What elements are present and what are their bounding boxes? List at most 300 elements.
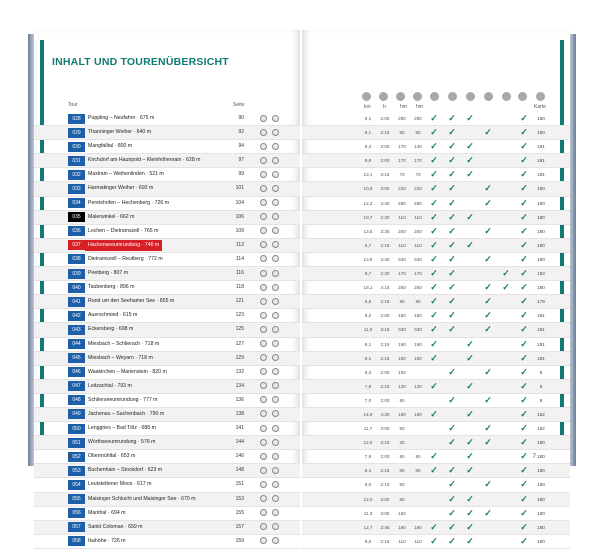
ascent-value: 50 (399, 496, 405, 502)
map-number: 181 (537, 144, 545, 150)
check-icon: ✓ (448, 169, 456, 180)
route-type-icon (272, 326, 279, 333)
right-page (302, 30, 570, 546)
table-row (302, 197, 570, 211)
tour-number: 043 (68, 325, 85, 335)
check-icon: ✓ (448, 113, 456, 123)
check-icon: ✓ (430, 141, 438, 152)
check-icon: ✓ (484, 310, 492, 321)
ascent-value: 150 (398, 510, 406, 516)
table-row (302, 521, 570, 535)
table-row (302, 493, 570, 507)
page-ref: 99 (238, 171, 244, 178)
map-number: 8 (539, 369, 543, 375)
hours-value: 3:30 (380, 256, 390, 262)
check-icon: ✓ (484, 127, 492, 138)
check-icon: ✓ (448, 394, 456, 405)
ascent-value: 170 (398, 144, 406, 150)
check-icon: ✓ (466, 437, 474, 448)
route-type-icon (272, 185, 279, 192)
header-hm2: hm (416, 104, 423, 110)
header-hm: hm (400, 104, 407, 110)
table-row (34, 309, 300, 323)
tour-number: 056 (68, 508, 85, 518)
table-row (302, 168, 570, 182)
ascent-value: 70 (399, 172, 405, 178)
descent-value: 140 (414, 144, 422, 150)
check-icon: ✓ (466, 155, 474, 166)
map-number: 181 (537, 355, 545, 361)
table-row (302, 267, 570, 281)
difficulty-icon (260, 129, 267, 136)
snow-icon (484, 92, 493, 101)
hours-value: 3:00 (380, 186, 390, 192)
tour-name[interactable]: Schlierseeumrundung · 777 m (88, 396, 158, 403)
page-ref: 148 (235, 467, 244, 474)
train-icon (413, 92, 422, 101)
check-icon: ✓ (430, 310, 438, 321)
descent-value: 340 (414, 256, 422, 262)
page-ref: 132 (235, 368, 244, 375)
tour-name[interactable]: Miesbach – Weyarn · 718 m (88, 354, 153, 361)
tour-number: 051 (68, 438, 85, 448)
ascent-value: 150 (398, 369, 406, 375)
check-icon: ✓ (520, 479, 528, 490)
difficulty-icon (260, 326, 267, 333)
route-type-icon (272, 453, 279, 460)
tour-name[interactable]: Waakirchen – Marienstein · 820 m (88, 368, 167, 375)
descent-value: 180 (414, 524, 422, 530)
table-row (302, 436, 570, 450)
ascent-value: 90 (399, 454, 405, 460)
tour-number: 057 (68, 522, 85, 532)
check-icon: ✓ (466, 352, 474, 363)
hours-value: 2:30 (380, 271, 390, 277)
descent-value: 60 (415, 468, 421, 474)
tour-name[interactable]: Dietramszell – Reutberg · 772 m (88, 255, 163, 262)
page-ref: 112 (236, 241, 244, 248)
tour-name[interactable]: Peretshofen – Hechenberg · 726 m (88, 199, 170, 206)
header-seite: Seite (233, 102, 245, 108)
descent-value: 110 (414, 214, 422, 220)
page-ref: 101 (235, 185, 244, 192)
tour-name[interactable]: Leutstettener Moos · 617 m (88, 481, 152, 488)
descent-value: 110 (414, 538, 422, 544)
map-number: 180 (537, 440, 545, 446)
route-type-icon (272, 312, 279, 319)
route-type-icon (272, 171, 279, 178)
map-number: 180 (537, 228, 545, 234)
table-row (34, 323, 300, 337)
check-icon: ✓ (520, 423, 528, 434)
descent-value: 180 (414, 313, 422, 319)
stroller-icon (466, 92, 475, 101)
difficulty-icon (260, 354, 267, 361)
check-icon: ✓ (430, 239, 438, 250)
ascent-value: 180 (398, 524, 406, 530)
km-value: 10,9 (363, 186, 373, 192)
check-icon: ✓ (520, 535, 528, 546)
check-icon: ✓ (448, 324, 456, 335)
tour-number: 054 (68, 480, 85, 490)
check-icon: ✓ (430, 183, 438, 194)
difficulty-icon (260, 495, 267, 502)
map-number: 180 (537, 496, 545, 502)
difficulty-icon (260, 270, 267, 277)
ascent-value: 290 (398, 200, 406, 206)
check-icon: ✓ (430, 451, 438, 462)
page-ref: 144 (235, 439, 244, 446)
table-row (34, 493, 300, 507)
check-icon: ✓ (448, 225, 456, 236)
tour-name[interactable]: Thanninger Weiher · 640 m (88, 129, 152, 136)
km-value: 13,5 (363, 256, 373, 262)
difficulty-icon (260, 171, 267, 178)
km-value: 13,5 (363, 228, 373, 234)
table-row (34, 366, 300, 380)
km-value: 18,1 (363, 285, 373, 291)
parking-icon (536, 92, 545, 101)
route-type-icon (272, 298, 279, 305)
map-number: 180 (537, 510, 545, 516)
hours-value: 2:00 (380, 397, 390, 403)
check-icon: ✓ (466, 451, 474, 462)
km-value: 9,1 (364, 355, 372, 361)
route-type-icon (272, 495, 279, 502)
page-ref: 109 (235, 227, 244, 234)
page-number-right: 7 (532, 454, 536, 460)
check-icon: ✓ (520, 253, 528, 264)
hours-value: 3:45 (380, 524, 390, 530)
descent-value: 90 (415, 454, 421, 460)
tour-name[interactable]: Ikahöhe · 726 m (88, 537, 126, 544)
map-number: 180 (537, 130, 545, 136)
page-ref: 116 (236, 270, 244, 277)
route-type-icon (272, 213, 279, 220)
difficulty-icon (260, 143, 267, 150)
tour-name[interactable]: Hackenseeumrundung · 746 m (85, 240, 162, 251)
table-row (302, 380, 570, 394)
map-number: 181 (537, 158, 545, 164)
page-ref: 104 (235, 199, 244, 206)
km-value: 10,7 (363, 214, 373, 220)
check-icon: ✓ (466, 493, 474, 504)
check-icon: ✓ (448, 239, 456, 250)
tour-name[interactable]: Puppling – Neufahrn · 675 m (88, 115, 155, 121)
route-type-icon (272, 284, 279, 291)
check-icon: ✓ (520, 394, 528, 405)
table-row (34, 521, 300, 535)
check-icon: ✓ (448, 211, 456, 222)
check-icon: ✓ (520, 451, 528, 462)
check-icon: ✓ (430, 211, 438, 222)
difficulty-icon (260, 467, 267, 474)
header-tour: Tour (68, 102, 78, 108)
hours-value: 2:00 (380, 116, 390, 121)
header-km: km (364, 104, 371, 110)
tour-number: 030 (68, 142, 85, 152)
check-icon: ✓ (484, 296, 492, 307)
table-row (34, 507, 300, 521)
tour-name[interactable]: Peetberg · 807 m (88, 270, 129, 277)
map-number: 180 (537, 200, 545, 206)
route-type-icon (272, 143, 279, 150)
tour-name[interactable]: Eckersberg · 698 m (88, 326, 134, 333)
check-icon: ✓ (484, 183, 492, 194)
descent-value: 120 (414, 383, 422, 389)
tour-name[interactable]: Obermühltal · 653 m (88, 453, 136, 460)
tour-name[interactable]: Lochen – Dietramszell · 765 m (88, 227, 159, 234)
check-icon: ✓ (466, 239, 474, 250)
check-icon: ✓ (466, 507, 474, 518)
check-icon: ✓ (520, 352, 528, 363)
difficulty-icon (260, 481, 267, 488)
check-icon: ✓ (520, 169, 528, 180)
check-icon: ✓ (430, 282, 438, 293)
tour-name[interactable]: Rund um den Seehamer See · 655 m (88, 298, 175, 305)
difficulty-icon (260, 227, 267, 234)
tour-name[interactable]: Lenggries – Bad Tölz · 688 m (88, 425, 156, 432)
hours-value: 2:15 (380, 383, 390, 389)
map-number: 182 (537, 426, 545, 432)
check-icon: ✓ (520, 268, 528, 279)
check-icon: ✓ (520, 183, 528, 194)
route-type-icon (272, 270, 279, 277)
check-icon: ✓ (484, 437, 492, 448)
table-row (302, 281, 570, 295)
page-ref: 125 (235, 326, 244, 333)
tour-number: 046 (68, 367, 85, 377)
map-number: 181 (537, 172, 545, 178)
table-row (34, 450, 300, 464)
km-value: 11,3 (363, 510, 373, 516)
check-icon: ✓ (466, 535, 474, 546)
route-type-icon (272, 410, 279, 417)
table-row (302, 211, 570, 225)
km-value: 8,4 (364, 144, 372, 150)
km-value: 8,0 (364, 482, 372, 488)
descent-value: 70 (415, 172, 421, 178)
check-icon: ✓ (448, 310, 456, 321)
tour-name[interactable]: Harmatinger Weiher · 692 m (88, 185, 154, 192)
check-icon: ✓ (430, 169, 438, 180)
descent-value: 150 (414, 355, 422, 361)
check-icon: ✓ (448, 296, 456, 307)
table-row (34, 197, 300, 211)
ascent-value: 90 (399, 299, 405, 305)
check-icon: ✓ (484, 507, 492, 518)
check-icon: ✓ (430, 535, 438, 546)
difficulty-icon (260, 185, 267, 192)
map-number: 180 (537, 524, 545, 530)
check-icon: ✓ (466, 380, 474, 391)
page-ref: 129 (235, 354, 244, 361)
tour-number: 055 (68, 494, 85, 504)
tour-name[interactable]: Auerschmied · 615 m (88, 312, 138, 319)
route-type-icon (272, 467, 279, 474)
check-icon: ✓ (448, 282, 456, 293)
table-row (34, 380, 300, 394)
hours-value: 3:00 (380, 144, 390, 150)
hours-value: 2:30 (380, 214, 390, 220)
left-page (34, 30, 300, 545)
hours-value: 2:15 (380, 468, 390, 474)
table-row (302, 422, 570, 436)
tour-name[interactable]: Maisinger Schlucht und Maisinger See · 670 m (88, 495, 196, 502)
ascent-value: 110 (398, 538, 406, 544)
map-number: 180 (537, 242, 545, 248)
hours-value: 2:00 (380, 369, 390, 375)
tour-name[interactable]: Mangfalltal · 800 m (88, 143, 133, 150)
difficulty-icon (260, 410, 267, 417)
ascent-value: 90 (399, 397, 405, 403)
check-icon: ✓ (484, 253, 492, 264)
table-row (34, 154, 300, 168)
check-icon: ✓ (520, 155, 528, 166)
descent-value: 150 (414, 341, 422, 347)
check-icon: ✓ (520, 282, 528, 293)
table-row (34, 535, 300, 549)
page-ref: 106 (235, 213, 244, 220)
difficulty-icon (260, 396, 267, 403)
route-type-icon (272, 115, 279, 122)
tour-number: 038 (68, 254, 85, 264)
tour-name[interactable]: Wörthseeumrundung · 576 m (88, 439, 156, 446)
check-icon: ✓ (430, 225, 438, 236)
check-icon: ✓ (520, 437, 528, 448)
ascent-value: 220 (398, 186, 406, 192)
difficulty-icon (260, 453, 267, 460)
check-icon: ✓ (520, 507, 528, 518)
table-row (34, 436, 300, 450)
check-icon: ✓ (520, 141, 528, 152)
route-type-icon (272, 509, 279, 516)
check-icon: ✓ (466, 169, 474, 180)
page-ref: 123 (235, 312, 244, 319)
hours-value: 3:15 (380, 327, 390, 333)
ascent-value: 30 (399, 440, 405, 446)
tour-name[interactable]: Buchenhain – Stockdorf · 623 m (88, 467, 163, 474)
table-row (302, 140, 570, 154)
swim-icon (448, 92, 457, 101)
difficulty-icon (260, 523, 267, 530)
hours-value: 2:00 (380, 454, 390, 460)
descent-value: 250 (414, 285, 422, 291)
map-number: 180 (537, 454, 545, 460)
km-value: 6,6 (364, 299, 372, 305)
map-number: 181 (537, 341, 545, 347)
tour-number: 058 (68, 536, 85, 546)
descent-value: 200 (414, 228, 422, 234)
header-h: h (383, 104, 386, 110)
page-ref: 159 (235, 537, 244, 544)
descent-value: 110 (414, 242, 422, 248)
check-icon: ✓ (502, 268, 510, 279)
table-row (302, 450, 570, 464)
tour-name[interactable]: Leitzachtal · 793 m (88, 382, 132, 389)
tour-name[interactable]: Miesbach – Schlierach · 718 m (88, 340, 160, 347)
map-number: 183 (537, 271, 545, 277)
difficulty-icon (260, 382, 267, 389)
tour-name[interactable]: Taubenberg · 896 m (88, 284, 135, 291)
hours-value: 2:15 (380, 482, 390, 488)
open-book (34, 30, 570, 546)
hours-value: 2:00 (380, 313, 390, 319)
check-icon: ✓ (448, 479, 456, 490)
tour-name[interactable]: Jachenau – Sachenbach · 790 m (88, 410, 165, 417)
check-icon: ✓ (466, 113, 474, 123)
ascent-value: 200 (398, 228, 406, 234)
check-icon: ✓ (520, 197, 528, 208)
check-icon: ✓ (484, 324, 492, 335)
check-icon: ✓ (448, 465, 456, 476)
descent-value: 330 (414, 327, 422, 333)
route-type-icon (272, 255, 279, 262)
check-icon: ✓ (430, 465, 438, 476)
table-row (34, 182, 300, 196)
tour-name[interactable]: Maxlrain – Weihenlinden · 521 m (88, 171, 164, 178)
km-value: 7,9 (364, 454, 372, 460)
ascent-value: 180 (398, 411, 406, 417)
ascent-value: 340 (398, 256, 406, 262)
table-row (34, 267, 300, 281)
header-karte: Karte (534, 104, 546, 110)
page-ref: 146 (235, 453, 244, 460)
check-icon: ✓ (466, 141, 474, 152)
map-number: 180 (537, 186, 545, 192)
hours-value: 4:15 (380, 285, 390, 291)
page-ref: 92 (238, 129, 244, 136)
check-icon: ✓ (520, 296, 528, 307)
page-ref: 155 (235, 509, 244, 516)
tour-number: 032 (68, 170, 85, 180)
check-icon: ✓ (520, 408, 528, 419)
ascent-value: 60 (399, 468, 405, 474)
descent-value: 170 (414, 158, 422, 164)
tour-number: 050 (68, 424, 85, 434)
tour-name[interactable]: Kirchdorf am Haunpold – Kleinhöhenrain · 628 m (88, 157, 201, 164)
ascent-value: 170 (398, 271, 406, 277)
route-type-icon (272, 340, 279, 347)
tour-number: 039 (68, 269, 85, 279)
tour-name[interactable]: Manthal · 694 m (88, 509, 126, 516)
tour-number: 040 (68, 283, 85, 293)
tour-number: 035 (68, 212, 85, 222)
tour-name[interactable]: Sankt Coloman · 659 m (88, 523, 143, 530)
table-row (302, 239, 570, 253)
route-type-icon (272, 382, 279, 389)
check-icon: ✓ (484, 282, 492, 293)
route-type-icon (272, 439, 279, 446)
tour-number: 045 (68, 353, 85, 363)
hours-value: 2:15 (380, 538, 390, 544)
km-value: 12,2 (363, 200, 373, 206)
km-value: 7,0 (364, 397, 372, 403)
km-value: 6,7 (364, 242, 372, 248)
check-icon: ✓ (484, 394, 492, 405)
tour-name[interactable]: Malerwinkel · 662 m (88, 213, 135, 220)
table-row (302, 535, 570, 549)
route-type-icon (272, 425, 279, 432)
check-icon: ✓ (484, 479, 492, 490)
route-type-icon (272, 129, 279, 136)
tour-number: 052 (68, 452, 85, 462)
hours-value: 3:00 (380, 426, 390, 432)
km-value: 9,7 (364, 271, 372, 277)
hours-value: 2:15 (380, 355, 390, 361)
check-icon: ✓ (502, 282, 510, 293)
descent-value: 90 (415, 299, 421, 305)
